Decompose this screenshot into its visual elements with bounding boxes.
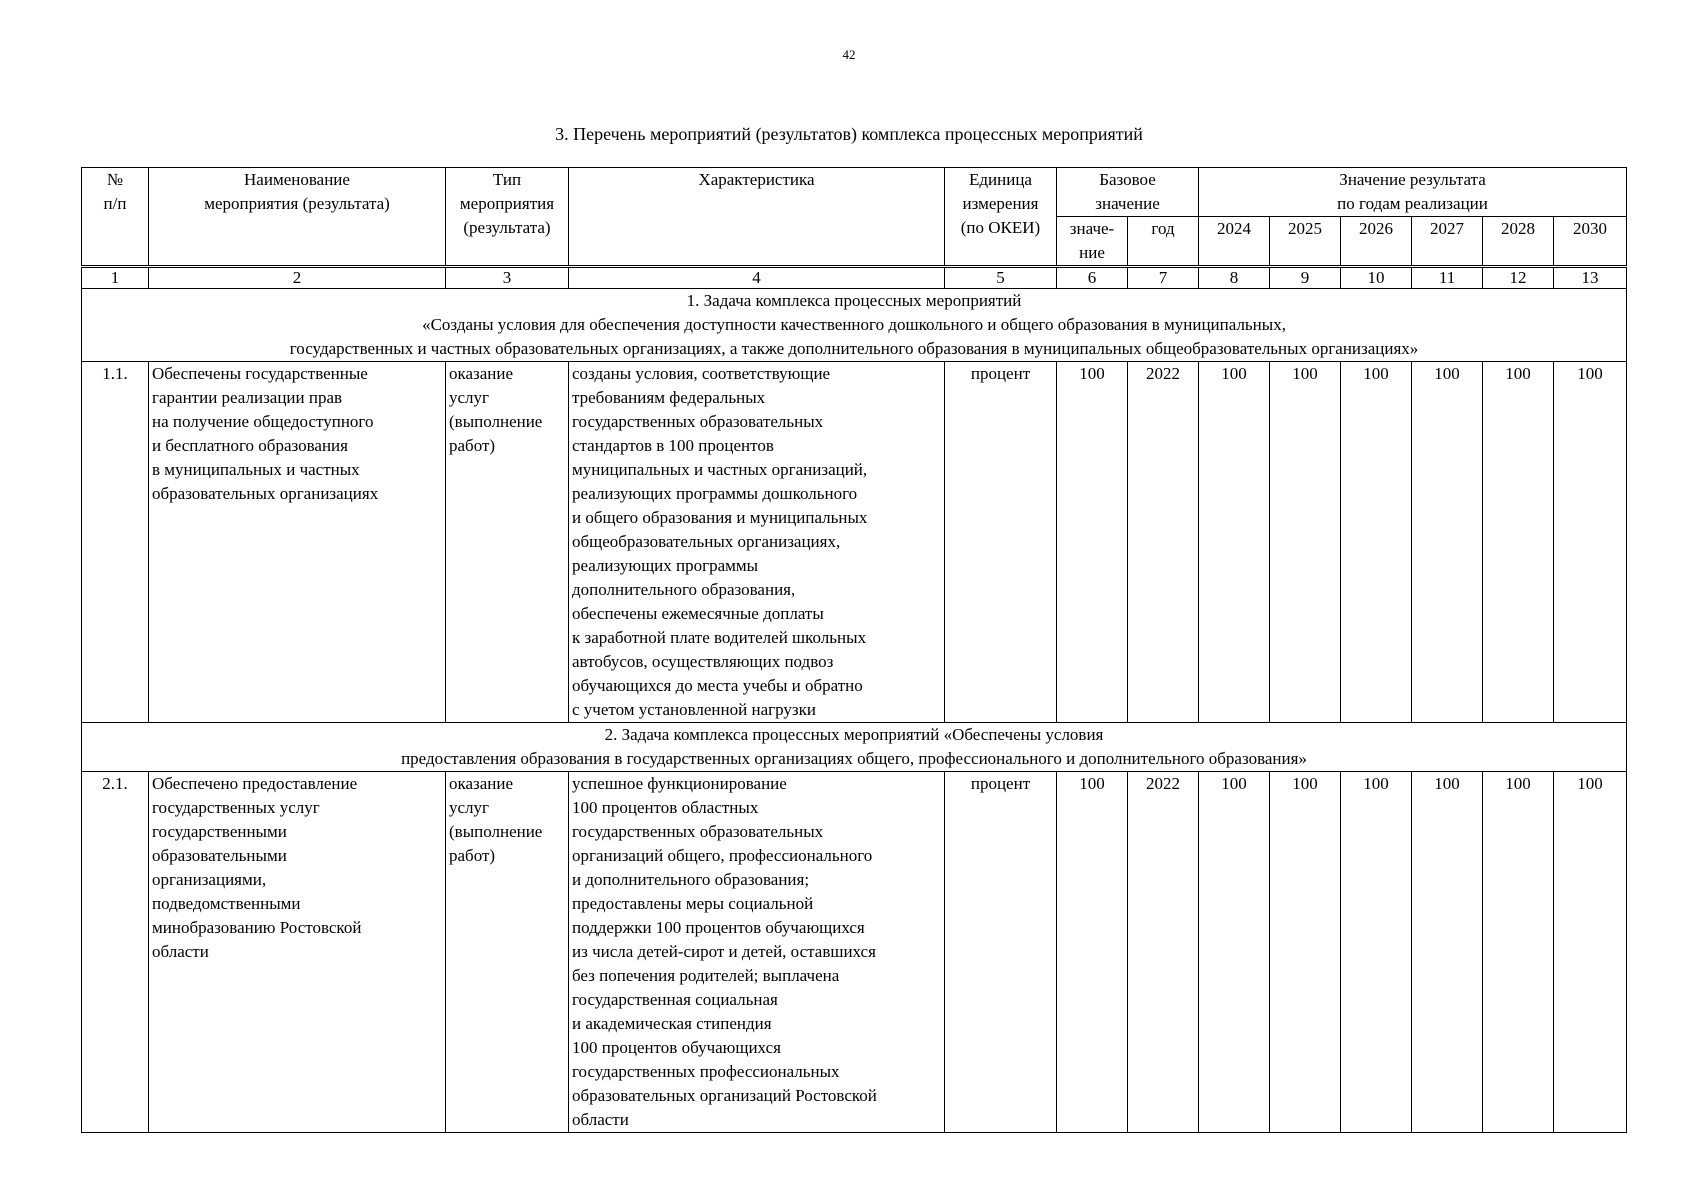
task-heading-row — [82, 289, 1627, 362]
row-base-year: 2022 — [1128, 772, 1199, 1133]
row-unit: процент — [945, 362, 1057, 723]
header-base: Базовое значение — [1057, 168, 1199, 217]
header-year-2027: 2027 — [1412, 217, 1483, 267]
column-index: 4 — [569, 267, 945, 289]
row-value-2025: 100 — [1270, 772, 1341, 1133]
page-number: 42 — [842, 47, 856, 62]
task-heading: 2. Задача комплекса процессных мероприятий «Обеспечены условия предоставления образования в государственных организациях общего, профессионального и дополнительного образования» — [82, 723, 1627, 772]
row-value-2027: 100 — [1412, 772, 1483, 1133]
column-index: 3 — [446, 267, 569, 289]
row-value-2027: 100 — [1412, 362, 1483, 723]
row-value-2028: 100 — [1483, 362, 1554, 723]
column-index: 11 — [1412, 267, 1483, 289]
column-index: 7 — [1128, 267, 1199, 289]
row-value-2024: 100 — [1199, 772, 1270, 1133]
header-name: Наименование мероприятия (результата) — [149, 168, 446, 267]
row-unit: процент — [945, 772, 1057, 1133]
header-base-year: год — [1128, 217, 1199, 267]
row-name: Обеспечено предоставление государственных услуг государственными образовательными организациями, подведомственными минобразованию Ростовской области — [149, 772, 446, 1133]
header-characteristic: Характеристика — [569, 168, 945, 267]
table-body — [82, 289, 1627, 1133]
table-row — [82, 772, 1627, 1133]
column-index: 8 — [1199, 267, 1270, 289]
row-characteristic: успешное функционирование 100 процентов областных государственных образовательных организаций общего, профессионального и дополнительного образования; предоставлены меры социальной поддержки 100 процентов обучающихся из числа детей-сирот и детей, оставшихся без попечения родителей; выплачена государственная социальная и академическая стипендия 100 процентов обучающихся государственных профессиональных образовательных организаций Ростовской области — [569, 772, 945, 1133]
row-name: Обеспечены государственные гарантии реализации прав на получение общедоступного и бесплатного образования в муниципальных и частных образовательных организациях — [149, 362, 446, 723]
header-year-2024: 2024 — [1199, 217, 1270, 267]
row-type: оказание услуг (выполнение работ) — [446, 362, 569, 723]
document-title: 3. Перечень мероприятий (результатов) комплекса процессных мероприятий — [555, 124, 1143, 144]
results-table — [81, 167, 1627, 1133]
column-index: 1 — [82, 267, 149, 289]
header-year-2028: 2028 — [1483, 217, 1554, 267]
row-type: оказание услуг (выполнение работ) — [446, 772, 569, 1133]
column-index: 9 — [1270, 267, 1341, 289]
row-base-value: 100 — [1057, 772, 1128, 1133]
header-base-value: значе- ние — [1057, 217, 1128, 267]
column-index: 10 — [1341, 267, 1412, 289]
table-header — [82, 168, 1627, 289]
row-base-year: 2022 — [1128, 362, 1199, 723]
header-year-2030: 2030 — [1554, 217, 1627, 267]
row-num: 1.1. — [82, 362, 149, 723]
row-base-value: 100 — [1057, 362, 1128, 723]
table-row — [82, 362, 1627, 723]
task-heading: 1. Задача комплекса процессных мероприятий «Созданы условия для обеспечения доступности качественного дошкольного и общего образования в муниципальных, государственных и частных образовательных организациях, а также дополнительного образования в муниципальных общеобразовательных организациях» — [82, 289, 1627, 362]
row-value-2028: 100 — [1483, 772, 1554, 1133]
row-value-2030: 100 — [1554, 362, 1627, 723]
header-year-2026: 2026 — [1341, 217, 1412, 267]
header-type: Тип мероприятия (результата) — [446, 168, 569, 267]
task-heading-row — [82, 723, 1627, 772]
column-index: 2 — [149, 267, 446, 289]
row-value-2026: 100 — [1341, 362, 1412, 723]
header-year-2025: 2025 — [1270, 217, 1341, 267]
column-index: 6 — [1057, 267, 1128, 289]
column-index: 5 — [945, 267, 1057, 289]
column-index: 13 — [1554, 267, 1627, 289]
header-unit: Единица измерения (по ОКЕИ) — [945, 168, 1057, 267]
row-value-2026: 100 — [1341, 772, 1412, 1133]
row-characteristic: созданы условия, соответствующие требованиям федеральных государственных образовательных стандартов в 100 процентов муниципальных и частных организаций, реализующих программы дошкольного и общего образования и муниципальных общеобразовательных организациях, реализующих программы дополнительного образования, обеспечены ежемесячные доплаты к заработной плате водителей школьных автобусов, осуществляющих подвоз обучающихся до места учебы и обратно с учетом установленной нагрузки — [569, 362, 945, 723]
row-value-2024: 100 — [1199, 362, 1270, 723]
row-value-2030: 100 — [1554, 772, 1627, 1133]
row-num: 2.1. — [82, 772, 149, 1133]
column-index: 12 — [1483, 267, 1554, 289]
header-num: № п/п — [82, 168, 149, 267]
column-index-row — [82, 267, 1627, 289]
row-value-2025: 100 — [1270, 362, 1341, 723]
header-years-group: Значение результата по годам реализации — [1199, 168, 1627, 217]
